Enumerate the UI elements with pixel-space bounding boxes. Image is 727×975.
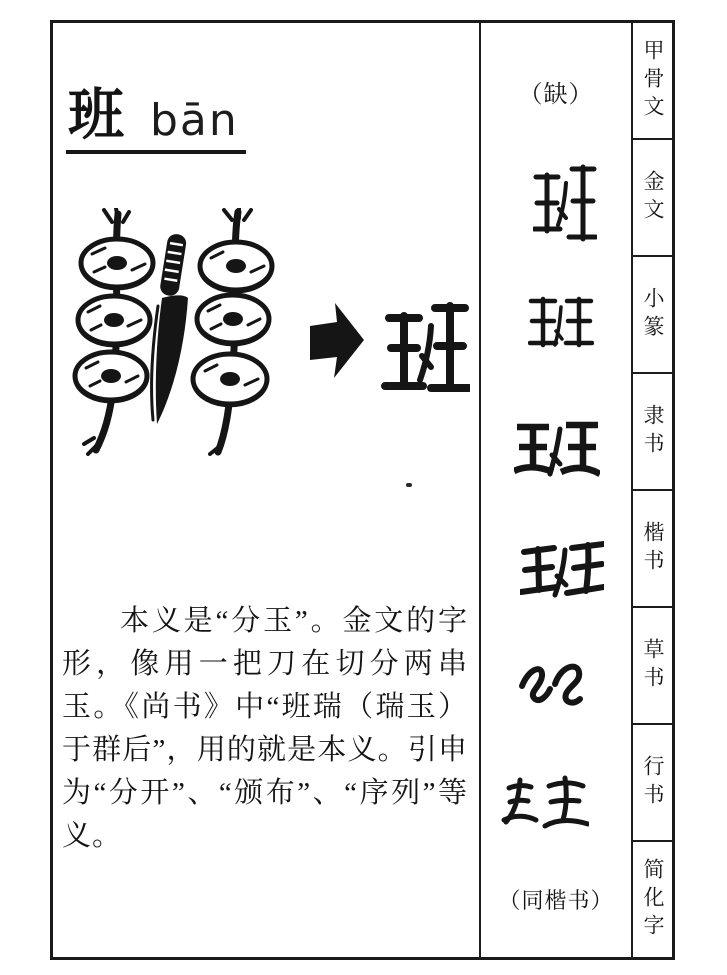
sidebar-label: 金文 — [641, 169, 665, 226]
sidebar-item-seal-script — [631, 255, 675, 372]
jade-string-right-icon — [193, 208, 272, 454]
etymology-paragraph: 本义是“分玉”。金文的字形，像用一把刀在切分两串玉。《尚书》中“班瑞（瑞玉）于群后”，用的就是本义。引申为“分开”、“颁布”、“序列”等义。 — [62, 605, 468, 852]
seal-script-glyph — [528, 291, 594, 353]
sidebar-label: 行书 — [641, 754, 665, 811]
divider-main-script-column — [479, 20, 481, 960]
cursive-script-glyph — [517, 656, 585, 710]
headword-underline — [66, 150, 246, 154]
knife-icon — [152, 233, 188, 424]
ancient-ban-glyph — [385, 306, 469, 388]
sidebar-item-running-script — [631, 723, 675, 840]
etymology-illustration — [58, 208, 470, 456]
sidebar-item-oracle-bone-script — [631, 23, 675, 138]
script-style-sidebar — [631, 23, 675, 957]
regular-script-glyph — [520, 536, 604, 602]
clerical-script-glyph — [514, 413, 600, 483]
sidebar-label: 小篆 — [641, 286, 665, 343]
jade-string-left-icon — [75, 208, 153, 454]
headword-character: 班 — [68, 85, 124, 147]
bronze-script-glyph — [533, 157, 597, 245]
sidebar-label: 隶书 — [641, 403, 665, 460]
sidebar-item-regular-script — [631, 489, 675, 606]
sidebar-item-bronze-script — [631, 138, 675, 255]
oracle-script-missing-note: （缺） — [518, 82, 594, 108]
arrow-icon — [310, 303, 364, 378]
sidebar-label: 甲骨文 — [641, 38, 665, 123]
running-script-glyph — [501, 774, 589, 832]
sidebar-label: 楷书 — [641, 520, 665, 577]
sidebar-label: 简化字 — [641, 857, 665, 942]
scan-artifact — [406, 483, 412, 487]
simplified-same-as-regular-note: （同楷书） — [498, 888, 614, 913]
sidebar-label: 草书 — [641, 637, 665, 694]
headword-pinyin: bān — [150, 95, 239, 146]
sidebar-item-cursive-script — [631, 606, 675, 723]
sidebar-item-simplified-character — [631, 840, 675, 957]
sidebar-item-clerical-script — [631, 372, 675, 489]
